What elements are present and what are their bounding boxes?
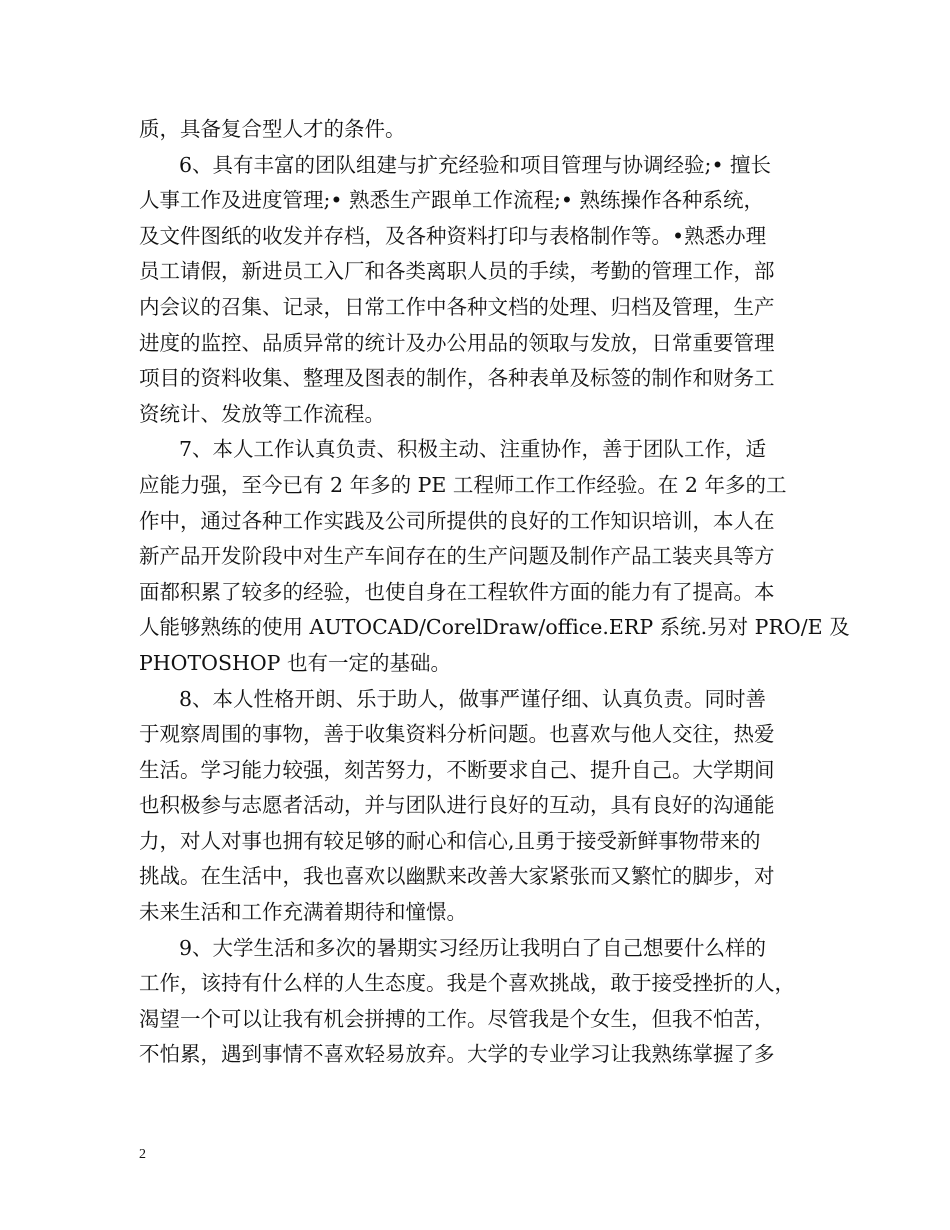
text-line: 作中，通过各种工作实践及公司所提供的良好的工作知识培训，本人在 <box>139 508 775 533</box>
text-line: 面都积累了较多的经验，也使自身在工程软件方面的能力有了提高。本 <box>139 579 775 604</box>
text-line: 资统计、发放等工作流程。 <box>139 401 385 426</box>
text-line: 不怕累，遇到事情不喜欢轻易放弃。大学的专业学习让我熟练掌握了多 <box>139 1042 775 1067</box>
text-line: 生活。学习能力较强，刻苦努力，不断要求自己、提升自己。大学期间 <box>139 757 775 782</box>
text-line: 内会议的召集、记录，日常工作中各种文档的处理、归档及管理，生产 <box>139 294 775 319</box>
text-line: 也积极参与志愿者活动，并与团队进行良好的互动，具有良好的沟通能 <box>139 793 775 818</box>
text-line: 工作，该持有什么样的人生态度。我是个喜欢挑战，敢于接受挫折的人， <box>139 971 795 996</box>
text-line: 员工请假，新进员工入厂和各类离职人员的手续，考勤的管理工作，部 <box>139 259 775 284</box>
document-body <box>139 112 850 1073</box>
text-line: 项目的资料收集、整理及图表的制作，各种表单及标签的制作和财务工 <box>139 366 775 391</box>
text-line: PHOTOSHOP 也有一定的基础。 <box>139 650 451 675</box>
page-number: 2 <box>139 1147 146 1162</box>
text-line: 力，对人对事也拥有较足够的耐心和信心,且勇于接受新鲜事物带来的 <box>139 828 761 853</box>
text-line: 8、本人性格开朗、乐于助人，做事严谨仔细、认真负责。同时善 <box>179 686 767 711</box>
text-line: 于观察周围的事物，善于收集资料分析问题。也喜欢与他人交往，热爱 <box>139 722 775 747</box>
text-line: 人事工作及进度管理;• 熟悉生产跟单工作流程;• 熟练操作各种系统， <box>139 188 765 213</box>
text-line: 挑战。在生活中，我也喜欢以幽默来改善大家紧张而又繁忙的脚步，对 <box>139 864 775 889</box>
text-line: 9、大学生活和多次的暑期实习经历让我明白了自己想要什么样的 <box>179 935 767 960</box>
text-line: 应能力强，至今已有 2 年多的 PE 工程师工作工作经验。在 2 年多的工 <box>139 472 787 497</box>
text-line: 新产品开发阶段中对生产车间存在的生产问题及制作产品工装夹具等方 <box>139 544 775 569</box>
text-line: 进度的监控、品质异常的统计及办公用品的领取与发放，日常重要管理 <box>139 330 775 355</box>
text-line: 渴望一个可以让我有机会拼搏的工作。尽管我是个女生，但我不怕苦， <box>139 1006 775 1031</box>
text-line: 及文件图纸的收发并存档，及各种资料打印与表格制作等。•熟悉办理 <box>139 223 767 248</box>
text-line: 人能够熟练的使用 AUTOCAD/CorelDraw/office.ERP 系统.另对 PRO/E 及 <box>139 615 850 640</box>
text-line: 质，具备复合型人才的条件。 <box>139 117 406 141</box>
text-line: 未来生活和工作充满着期待和憧憬。 <box>139 900 467 925</box>
text-line: 7、本人工作认真负责、积极主动、注重协作，善于团队工作，适 <box>179 437 767 462</box>
text-line: 6、具有丰富的团队组建与扩充经验和项目管理与协调经验;• 擅长 <box>179 152 772 177</box>
